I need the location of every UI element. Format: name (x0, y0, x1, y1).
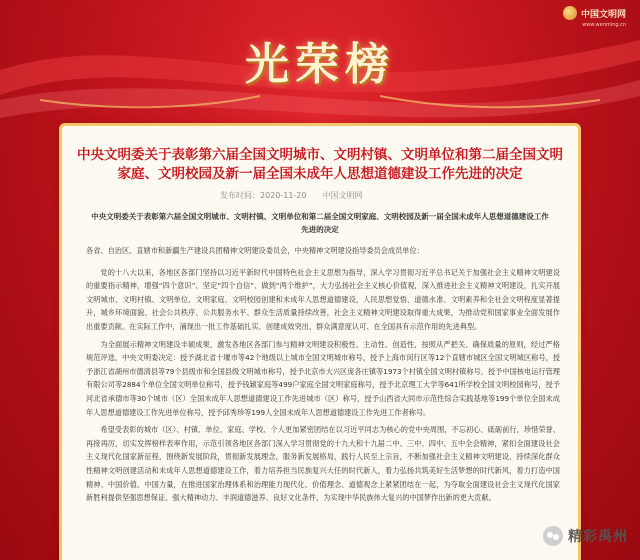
watermark-text: 精彩禹州 (568, 529, 628, 545)
brand-url: www.wenming.cn (582, 22, 626, 28)
paragraph: 党的十八大以来，各地区各部门坚持以习近平新时代中国特色社会主义思想为指导，深入学习贯彻习近平总书记关于加强社会主义精神文明建设的重要指示精神，增强“四个意识”、坚定“四个自信”、做到“两个维护”，大力弘扬社会主义核心价值观，深入推进社会主义精神文明建设，扎实开展文明城市、文明村镇、文明单位、文明家庭、文明校园创建和未成年人思想道德建设，人民思想觉悟、道德水准、文明素养和全社会文明程度显著提升，城乡环境面貌、社会公共秩序、公共服务水平、群众生活质量持续改善，社会主义精神文明建设取得重大成果，为推动党和国家事业全面发展作出重要贡献。在实际工作中，涌现出一批工作基础扎实、创建成效突出、群众满意度认可、在全国具有示范作用的先进典型。 (86, 267, 560, 331)
brand-logo (563, 6, 626, 20)
salutation: 各省、自治区、直辖市和新疆生产建设兵团精神文明建设委员会，中央精神文明建设指导委员会成员单位： (86, 246, 424, 255)
brand-emblem-icon (563, 6, 577, 20)
article-meta (220, 190, 363, 201)
article-source: 中国文明网 (322, 191, 363, 200)
account-watermark (543, 526, 628, 546)
paragraph: 为全面展示精神文明建设丰硕成果，激发各地区各部门参与精神文明建设积极性、主动性、创造性，按照从严把关、确保质量的原则，经过严格规范评选，中央文明委决定：授予湖北省十堰市等42个地级以上城市全国文明城市称号，授予上海市闵行区等12个直辖市城区全国文明城区称号，授予浙江省湖州市德清县等79个县级市和全国县级文明城市称号，授予北京市大兴区庞各庄镇等1973个村镇全国文明村镇称号，授予中国核电运行管理有限公司等2884个单位全国文明单位称号，授予钱颖家庭等499户家庭全国文明家庭称号，授予北京理工大学等641所学校全国文明校园称号，授予河北省承德市等30个城市（区）全国未成年人思想道德建设工作先进城市（区）称号，授予山西省大同市示范性综合实践基地等199个单位全国未成年人思想道德建设工作先进单位称号，授予邱秀珍等199人全国未成年人思想道德建设工作先进工作者称号。 (86, 339, 560, 417)
brand-name: 中国文明网 (580, 9, 626, 20)
article-headline: 中央文明委关于表彰第六届全国文明城市、文明村镇、文明单位和第二届全国文明家庭、文明校园及新一届全国未成年人思想道德建设工作先进的决定 (77, 147, 563, 182)
article-body (86, 244, 560, 509)
article-card (62, 126, 578, 560)
wechat-icon (543, 526, 563, 546)
article-subhead: 中央文明委关于表彰第六届全国文明城市、文明村镇、文明单位和第二届全国文明家庭、文明校园及新一届全国未成年人思想道德建设工作先进的决定 (91, 212, 549, 234)
banner-title: 光荣榜 (245, 39, 395, 90)
publish-date: 发布时间：2020-11-20 (220, 191, 307, 200)
paragraph: 希望受表彰的城市（区）、村镇、单位、家庭、学校、个人更加紧密团结在以习近平同志为核心的党中央周围，不忘初心、砥砺前行，珍惜荣誉、再接再厉，切实发挥榜样表率作用，示范引领各地区各部门深入学习贯彻党的十九大和十九届二中、三中、四中、五中全会精神，紧扣全面建设社会主义现代化国家新征程，围绕新发展阶段，贯彻新发展理念，服务新发展格局，践行人民至上宗旨，不断加强社会主义精神文明建设，持续深化群众性精神文明创建活动和未成年人思想道德建设工作，着力培养担当民族复兴大任的时代新人，着力弘扬共筑美好生活梦想的时代新风，着力打造中国精神、中国价值、中国力量，在推进国家治理体系和治理能力现代化、价值理念、道德观念上紧紧团结在一起，为夺取全面建设社会主义现代化国家新胜利提供坚强思想保证、强大精神动力、丰润道德滋养、良好文化条件，为实现中华民族伟大复兴的中国梦作出新的更大贡献。 (86, 425, 560, 503)
